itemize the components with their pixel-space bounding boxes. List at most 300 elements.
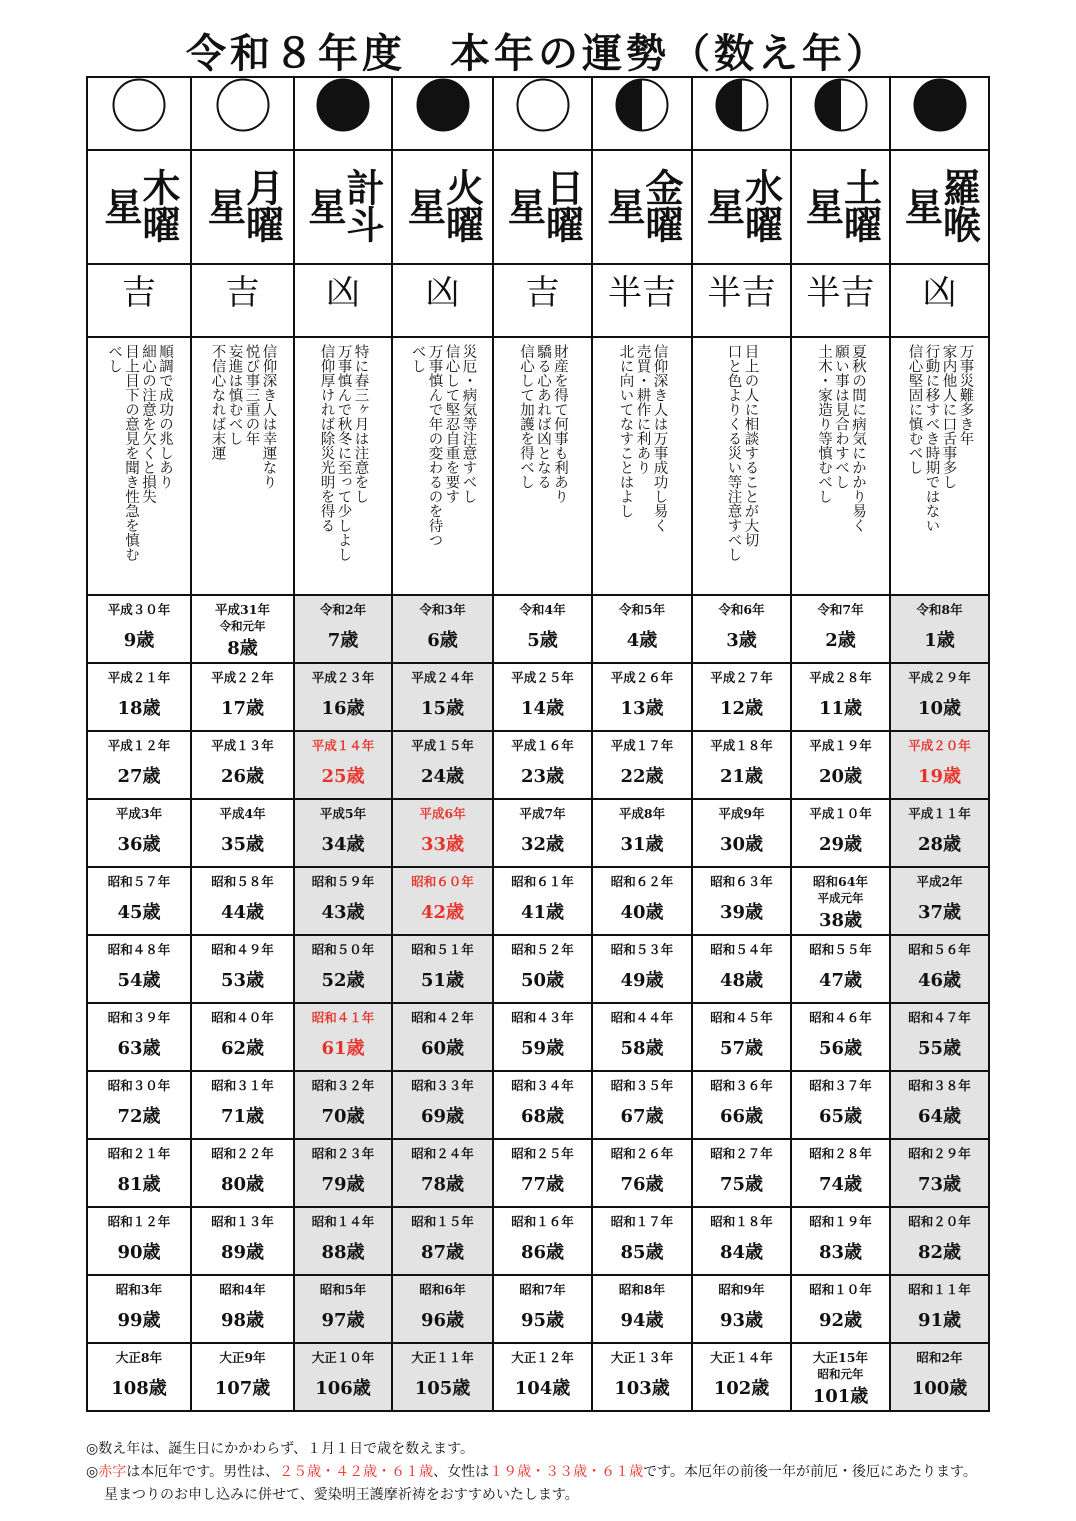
fortune-cell <box>191 264 294 337</box>
age-cell <box>191 867 294 935</box>
age-value: 96歳 <box>420 1310 465 1331</box>
age-cell <box>87 1071 191 1139</box>
age-cell <box>692 1207 791 1275</box>
age-value: 104歳 <box>514 1378 571 1399</box>
moon-cell <box>87 77 191 150</box>
era-year: 令和3年 <box>419 602 466 617</box>
description-line: 信心堅固に慎むべし <box>906 344 923 475</box>
moon-cell <box>294 77 392 150</box>
age-cell <box>592 935 692 1003</box>
age-value: 51歳 <box>420 970 465 991</box>
star-cell <box>87 150 191 264</box>
full-black-circle-icon <box>913 78 967 132</box>
description-row <box>87 337 989 595</box>
age-value: 52歳 <box>321 970 365 991</box>
year-row <box>87 663 989 731</box>
age-value: 17歳 <box>220 698 265 719</box>
era-year: 昭和3年 <box>115 1282 163 1297</box>
age-value: 81歳 <box>117 1174 161 1195</box>
age-value: 100歳 <box>911 1378 968 1399</box>
age-value: 23歳 <box>520 766 565 787</box>
star-cell <box>392 150 493 264</box>
era-year: 昭和５８年 <box>211 874 274 889</box>
moon-cell <box>392 77 493 150</box>
fortune-label: 凶 <box>425 273 460 313</box>
age-cell <box>87 595 191 663</box>
age-cell <box>294 799 392 867</box>
age-value: 28歳 <box>917 834 962 855</box>
age-value: 66歳 <box>719 1106 764 1127</box>
age-cell <box>493 1343 592 1411</box>
full-black-circle-icon <box>416 78 470 132</box>
era-year: 昭和５０年 <box>311 942 375 957</box>
age-cell <box>791 1275 890 1343</box>
era-year: 大正9年 <box>219 1350 266 1365</box>
moon-cell <box>592 77 692 150</box>
age-cell <box>890 867 989 935</box>
age-cell <box>392 799 493 867</box>
age-value: 41歳 <box>520 902 565 923</box>
age-value: 39歳 <box>719 902 764 923</box>
era-year: 昭和２４年 <box>411 1146 474 1161</box>
era-year: 平成２１年 <box>107 670 171 685</box>
age-value: 13歳 <box>620 698 664 719</box>
era-year: 昭和１１年 <box>908 1282 971 1297</box>
age-cell <box>191 1139 294 1207</box>
era-year: 昭和５９年 <box>311 874 375 889</box>
age-cell <box>692 731 791 799</box>
era-year: 令和2年 <box>319 602 367 617</box>
era-year: 平成3年 <box>115 806 163 821</box>
era-year: 昭和４７年 <box>908 1010 971 1025</box>
era-year: 昭和２０年 <box>908 1214 971 1229</box>
year-row <box>87 1139 989 1207</box>
age-cell <box>791 1207 890 1275</box>
note-recommendation: 星まつりのお申し込みに併せて、愛染明王護摩祈祷をおすすめいたします。 <box>104 1487 579 1503</box>
age-cell <box>791 1003 890 1071</box>
year-row <box>87 1003 989 1071</box>
star-name: 土曜星 <box>799 168 883 242</box>
age-cell <box>890 1275 989 1343</box>
era-year: 平成6年 <box>419 806 466 821</box>
half-black-circle-icon <box>615 78 669 132</box>
age-value: 40歳 <box>620 902 664 923</box>
fortune-cell <box>294 264 392 337</box>
description-line: 信仰深き人は万事成功し易く <box>651 344 668 533</box>
age-value: 94歳 <box>620 1310 664 1331</box>
age-cell <box>592 1139 692 1207</box>
year-row <box>87 1071 989 1139</box>
description-line: 万事慎んで秋冬に至って少しよし <box>335 344 352 562</box>
age-cell <box>87 663 191 731</box>
half-black-circle-icon <box>715 78 769 132</box>
age-value: 73歳 <box>917 1174 962 1195</box>
era-year: 昭和３３年 <box>411 1078 474 1093</box>
age-value: 33歳 <box>420 834 465 855</box>
fortune-cell <box>791 264 890 337</box>
description-line: 夏秋の間に病気にかかり易く <box>850 344 866 533</box>
age-value: 95歳 <box>520 1310 565 1331</box>
age-value: 63歳 <box>117 1038 161 1059</box>
description-cell <box>294 337 392 595</box>
description-line: 売買・耕作に利あり <box>634 344 651 475</box>
age-value: 3歳 <box>726 630 757 651</box>
age-value: 46歳 <box>917 970 962 991</box>
age-cell <box>493 1275 592 1343</box>
age-cell <box>191 799 294 867</box>
era-year: 令和5年 <box>618 602 666 617</box>
description-line: 悦び事三重の年 <box>243 344 260 446</box>
age-cell <box>791 595 890 663</box>
age-cell <box>493 935 592 1003</box>
moon-cell <box>493 77 592 150</box>
era-year: 昭和４６年 <box>809 1010 872 1025</box>
fortune-label: 半吉 <box>608 273 676 313</box>
moon-row <box>87 77 989 150</box>
description-line: 財産を得て何事も利あり <box>552 344 568 504</box>
era-year: 昭和４８年 <box>107 942 171 957</box>
era-year: 昭和１２年 <box>107 1214 171 1229</box>
year-row <box>87 1207 989 1275</box>
age-value: 93歳 <box>719 1310 764 1331</box>
age-value: 55歳 <box>917 1038 962 1059</box>
age-cell <box>87 731 191 799</box>
age-value: 88歳 <box>321 1242 365 1263</box>
description-line: 行動に移すべき時期ではない <box>923 344 940 533</box>
description-cell <box>392 337 493 595</box>
fortune-cell <box>392 264 493 337</box>
age-value: 47歳 <box>818 970 863 991</box>
era-year: 平成２４年 <box>411 670 474 685</box>
description-line: 災厄・病気等注意すべし <box>460 344 477 504</box>
era-year: 昭和６１年 <box>511 874 574 889</box>
era-year: 平成１０年 <box>809 806 872 821</box>
age-cell <box>791 935 890 1003</box>
year-row <box>87 1343 989 1411</box>
year-row <box>87 731 989 799</box>
era-year: 昭和３８年 <box>908 1078 971 1093</box>
age-value: 45歳 <box>117 902 161 923</box>
era-year: 昭和２８年 <box>809 1146 872 1161</box>
fortune-description <box>209 344 277 588</box>
era-year: 平成１６年 <box>511 738 574 753</box>
age-value: 6歳 <box>427 630 458 651</box>
age-value: 14歳 <box>520 698 565 719</box>
note-yakudoshi <box>86 1461 977 1484</box>
era-year: 昭和１６年 <box>511 1214 574 1229</box>
era-year: 昭和4年 <box>219 1282 266 1297</box>
age-cell <box>493 1071 592 1139</box>
moon-cell <box>191 77 294 150</box>
era-year: 平成２５年 <box>511 670 574 685</box>
age-value: 26歳 <box>220 766 265 787</box>
age-value: 60歳 <box>420 1038 465 1059</box>
era-year: 平成２９年 <box>908 670 971 685</box>
age-cell <box>692 1275 791 1343</box>
era-year: 昭和9年 <box>718 1282 765 1297</box>
description-cell <box>592 337 692 595</box>
age-value: 74歳 <box>818 1174 863 1195</box>
age-value: 103歳 <box>614 1378 670 1399</box>
fortune-label: 半吉 <box>707 273 776 313</box>
era-year: 平成9年 <box>718 806 765 821</box>
era-year: 昭和２２年 <box>211 1146 274 1161</box>
era-year: 平成２２年 <box>211 670 274 685</box>
age-cell <box>392 595 493 663</box>
description-line: 北に向いてなすことはよし <box>617 344 634 518</box>
era-year: 昭和３６年 <box>710 1078 773 1093</box>
era-year: 昭和２１年 <box>107 1146 171 1161</box>
age-cell <box>294 1275 392 1343</box>
era-year: 昭和４１年 <box>311 1010 375 1025</box>
era-year: 平成２０年 <box>908 738 971 753</box>
description-line: 不信心なれば末運 <box>209 344 226 460</box>
era-year: 昭和４３年 <box>511 1010 574 1025</box>
era-year: 昭和５３年 <box>610 942 674 957</box>
age-cell <box>592 595 692 663</box>
age-cell <box>392 1071 493 1139</box>
age-cell <box>87 1003 191 1071</box>
description-line: 信心して堅忍自重を要す <box>443 344 460 504</box>
era-year: 昭和３４年 <box>511 1078 574 1093</box>
fortune-label: 吉 <box>225 273 260 313</box>
star-name: 月曜星 <box>201 168 285 242</box>
age-value: 35歳 <box>220 834 265 855</box>
era-year: 平成１９年 <box>809 738 872 753</box>
era-year: 平成１２年 <box>107 738 171 753</box>
age-cell <box>493 1139 592 1207</box>
era-year: 平成１５年 <box>411 738 474 753</box>
age-cell <box>294 1139 392 1207</box>
age-value: 37歳 <box>917 902 962 923</box>
era-year: 昭和１０年 <box>809 1282 872 1297</box>
age-cell <box>692 663 791 731</box>
description-line: 口と色よりくる災い等注意すべし <box>725 344 742 562</box>
age-value: 76歳 <box>620 1174 664 1195</box>
age-cell <box>890 1071 989 1139</box>
age-value: 16歳 <box>321 698 365 719</box>
note-red-word: 赤字 <box>98 1464 127 1480</box>
age-value: 75歳 <box>719 1174 764 1195</box>
age-value: 64歳 <box>917 1106 962 1127</box>
age-value: 69歳 <box>420 1106 465 1127</box>
age-cell <box>294 731 392 799</box>
description-cell <box>191 337 294 595</box>
age-cell <box>392 731 493 799</box>
year-row <box>87 935 989 1003</box>
moon-cell <box>890 77 989 150</box>
note-prefix: ◎ <box>86 1464 99 1480</box>
description-line: 目上の人に相談することが大切 <box>742 344 759 547</box>
age-cell <box>191 935 294 1003</box>
era-year: 平成4年 <box>219 806 266 821</box>
era-year: 昭和１８年 <box>710 1214 773 1229</box>
fortune-label: 吉 <box>525 273 560 313</box>
age-value: 27歳 <box>117 766 161 787</box>
era-year: 昭和２３年 <box>311 1146 375 1161</box>
age-cell <box>191 663 294 731</box>
age-value: 34歳 <box>321 834 365 855</box>
age-cell <box>791 867 890 935</box>
age-value: 82歳 <box>917 1242 962 1263</box>
description-line: 信仰厚ければ除災光明を得る <box>318 344 335 533</box>
era-year: 平成7年 <box>519 806 566 821</box>
description-line: 万事災難多き年 <box>957 344 974 446</box>
age-value: 4歳 <box>626 630 658 651</box>
era-year: 大正15年 <box>813 1350 868 1365</box>
star-cell <box>592 150 692 264</box>
age-value: 79歳 <box>321 1174 365 1195</box>
age-cell <box>191 1071 294 1139</box>
age-cell <box>294 867 392 935</box>
star-cell <box>890 150 989 264</box>
note-text: 、女性は <box>433 1464 490 1480</box>
era-year: 昭和４４年 <box>610 1010 674 1025</box>
age-value: 30歳 <box>719 834 764 855</box>
era-year: 平成２８年 <box>809 670 872 685</box>
era-year: 昭和64年 <box>813 874 868 889</box>
age-value: 97歳 <box>321 1310 365 1331</box>
era-year: 昭和４９年 <box>211 942 274 957</box>
star-name: 火曜星 <box>401 168 485 242</box>
era-year: 昭和２６年 <box>610 1146 674 1161</box>
fortune-description <box>105 344 173 588</box>
description-line: 信心して加護を得べし <box>518 344 534 489</box>
age-cell <box>890 595 989 663</box>
age-value: 24歳 <box>420 766 465 787</box>
era-year: 昭和5年 <box>319 1282 367 1297</box>
age-value: 50歳 <box>520 970 565 991</box>
age-value: 10歳 <box>917 698 962 719</box>
age-value: 72歳 <box>117 1106 161 1127</box>
age-value: 83歳 <box>818 1242 863 1263</box>
age-value: 20歳 <box>818 766 863 787</box>
age-cell <box>592 1275 692 1343</box>
description-line: 目上目下の意見を聞き性急を慎む <box>123 344 139 562</box>
age-cell <box>493 1003 592 1071</box>
age-cell <box>592 731 692 799</box>
age-value: 59歳 <box>520 1038 565 1059</box>
age-value: 78歳 <box>420 1174 465 1195</box>
age-cell <box>791 1071 890 1139</box>
star-cell <box>692 150 791 264</box>
age-cell <box>592 1003 692 1071</box>
age-value: 71歳 <box>220 1106 265 1127</box>
age-value: 38歳 <box>818 910 863 931</box>
age-cell <box>890 663 989 731</box>
fortune-description <box>409 344 477 588</box>
age-cell <box>294 1003 392 1071</box>
age-cell <box>592 867 692 935</box>
age-cell <box>493 867 592 935</box>
age-value: 25歳 <box>321 766 365 787</box>
era-year: 大正8年 <box>115 1350 163 1365</box>
year-row <box>87 595 989 663</box>
age-cell <box>392 935 493 1003</box>
age-value: 32歳 <box>520 834 565 855</box>
era-year: 昭和8年 <box>618 1282 666 1297</box>
age-cell <box>493 731 592 799</box>
era-year: 平成１４年 <box>311 738 375 753</box>
description-line: 驕る心あれば凶となる <box>535 344 551 489</box>
full-white-circle-icon <box>112 78 166 132</box>
era-year: 昭和１９年 <box>809 1214 872 1229</box>
fortune-label: 凶 <box>326 273 360 313</box>
age-cell <box>392 1343 493 1411</box>
age-cell <box>592 1343 692 1411</box>
age-cell <box>392 1207 493 1275</box>
age-value: 68歳 <box>520 1106 565 1127</box>
age-value: 7歳 <box>327 630 359 651</box>
age-cell <box>692 935 791 1003</box>
era-year: 昭和３２年 <box>311 1078 375 1093</box>
age-value: 98歳 <box>220 1310 265 1331</box>
age-value: 11歳 <box>818 698 863 719</box>
era-year: 昭和６２年 <box>610 874 674 889</box>
fortune-cell <box>87 264 191 337</box>
era-year: 平成２３年 <box>311 670 375 685</box>
age-cell <box>890 935 989 1003</box>
age-cell <box>87 1207 191 1275</box>
age-value: 65歳 <box>818 1106 863 1127</box>
age-value: 107歳 <box>214 1378 271 1399</box>
age-value: 91歳 <box>917 1310 962 1331</box>
star-cell <box>493 150 592 264</box>
era-year: 平成5年 <box>319 806 367 821</box>
era-year: 大正１１年 <box>411 1350 474 1365</box>
fortune-description <box>906 344 974 588</box>
note-female-ages: １９歳・３３歳・６１歳 <box>489 1464 644 1480</box>
era-year: 昭和６０年 <box>411 874 474 889</box>
era-year: 平成31年 <box>215 602 270 617</box>
age-cell <box>493 799 592 867</box>
age-cell <box>493 1207 592 1275</box>
star-cell <box>294 150 392 264</box>
era-year-alt: 平成元年 <box>817 891 864 905</box>
age-cell <box>890 1207 989 1275</box>
age-cell <box>692 799 791 867</box>
era-year: 昭和３９年 <box>107 1010 171 1025</box>
age-value: 5歳 <box>527 630 558 651</box>
description-line: 土木・家造り等慎むべし <box>816 344 832 504</box>
age-value: 99歳 <box>117 1310 161 1331</box>
star-name: 水曜星 <box>700 168 784 242</box>
note-male-ages: ２５歳・４２歳・６１歳 <box>279 1464 434 1480</box>
age-cell <box>791 663 890 731</box>
age-value: 19歳 <box>917 766 962 787</box>
age-value: 70歳 <box>321 1106 365 1127</box>
age-value: 18歳 <box>117 698 161 719</box>
age-cell <box>493 595 592 663</box>
age-value: 42歳 <box>420 902 465 923</box>
description-line: 妄進は慎むべし <box>226 344 243 446</box>
era-year: 昭和１５年 <box>411 1214 474 1229</box>
era-year: 昭和５２年 <box>511 942 574 957</box>
age-value: 49歳 <box>620 970 664 991</box>
age-value: 8歳 <box>227 638 258 659</box>
age-value: 106歳 <box>315 1378 371 1399</box>
age-value: 90歳 <box>117 1242 161 1263</box>
age-cell <box>294 935 392 1003</box>
full-white-circle-icon <box>516 78 570 132</box>
era-year: 大正１２年 <box>511 1350 574 1365</box>
fortune-table <box>86 76 990 1412</box>
year-row <box>87 867 989 935</box>
fortune-label: 吉 <box>122 273 156 313</box>
fortune-description <box>517 344 568 588</box>
full-white-circle-icon <box>216 78 270 132</box>
era-year: 平成２６年 <box>610 670 674 685</box>
